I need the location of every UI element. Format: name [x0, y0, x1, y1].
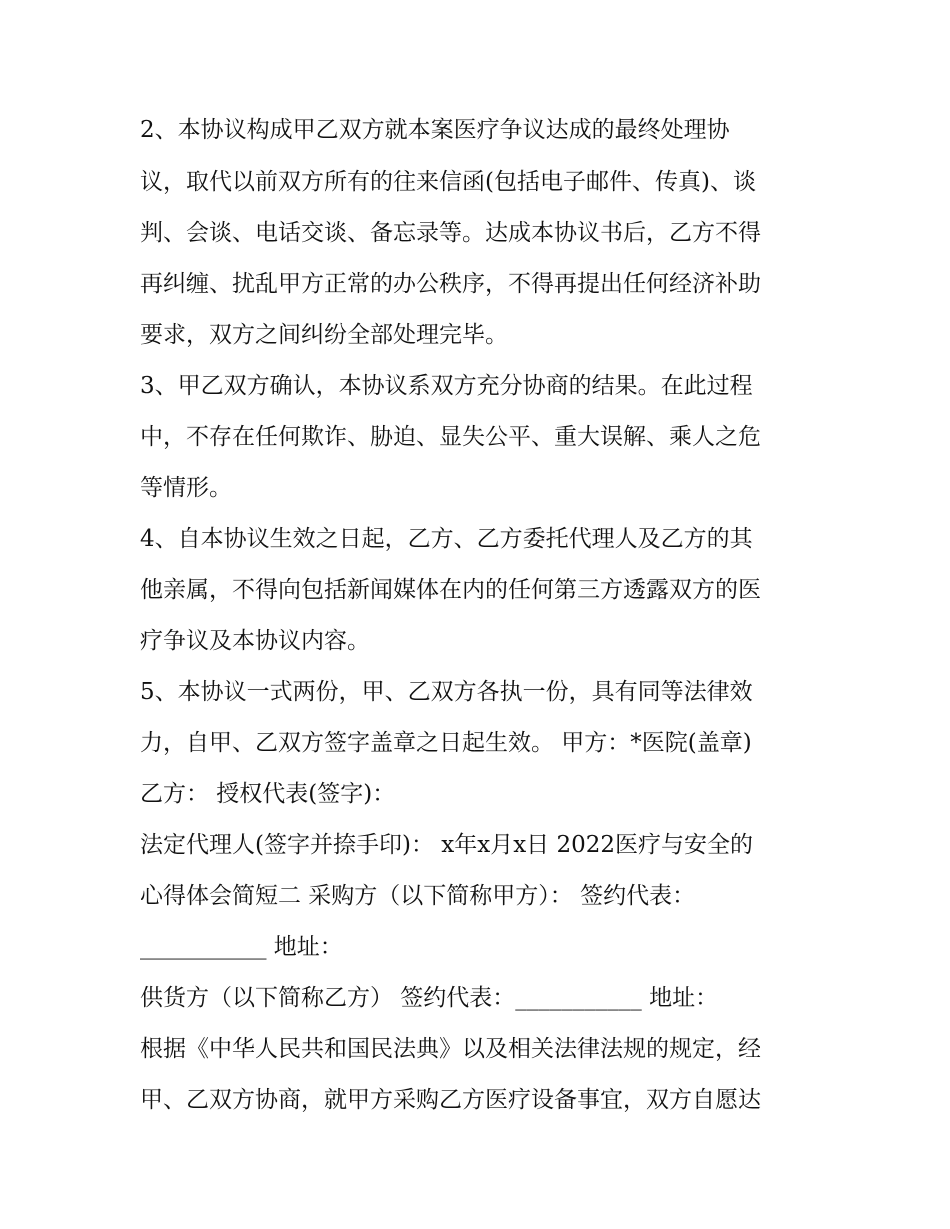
text-line: 要求，双方之间纠纷全部处理完毕。: [140, 322, 508, 348]
text-line: 5、本协议一式两份，甲、乙双方各执一份，具有同等法律效: [140, 679, 753, 705]
text-line: 2、本协议构成甲乙双方就本案医疗争议达成的最终处理协: [140, 117, 730, 143]
text-line: 法定代理人(签字并捺手印)： x年x月x日 2022医疗与安全的: [140, 832, 754, 858]
text-line: 他亲属，不得向包括新闻媒体在内的任何第三方透露双方的医: [140, 577, 761, 603]
text-line: 4、自本协议生效之日起，乙方、乙方委托代理人及乙方的其: [140, 526, 753, 552]
text-line: 供货方（以下简称乙方） 签约代表：___________ 地址：: [140, 985, 719, 1011]
text-line: 判、会谈、电话交谈、备忘录等。达成本协议书后，乙方不得: [140, 220, 761, 246]
text-line: 等情形。: [140, 475, 232, 501]
text-line: 心得体会简短二 采购方（以下简称甲方）： 签约代表：: [140, 883, 696, 909]
text-line: 甲、乙双方协商，就甲方采购乙方医疗设备事宜，双方自愿达: [140, 1087, 761, 1113]
text-line: 疗争议及本协议内容。: [140, 628, 370, 654]
text-line: 再纠缠、扰乱甲方正常的办公秩序，不得再提出任何经济补助: [140, 271, 761, 297]
text-line: 议，取代以前双方所有的往来信函(包括电子邮件、传真)、谈: [140, 169, 756, 195]
text-line: 3、甲乙双方确认，本协议系双方充分协商的结果。在此过程: [140, 373, 753, 399]
text-line: ___________ 地址：: [140, 934, 343, 960]
text-line: 力，自甲、乙双方签字盖章之日起生效。 甲方：*医院(盖章): [140, 730, 752, 756]
text-line: 中，不存在任何欺诈、胁迫、显失公平、重大误解、乘人之危: [140, 424, 761, 450]
text-line: 根据《中华人民共和国民法典》以及相关法律法规的规定，经: [140, 1036, 761, 1062]
text-line: 乙方： 授权代表(签字)：: [140, 781, 396, 807]
